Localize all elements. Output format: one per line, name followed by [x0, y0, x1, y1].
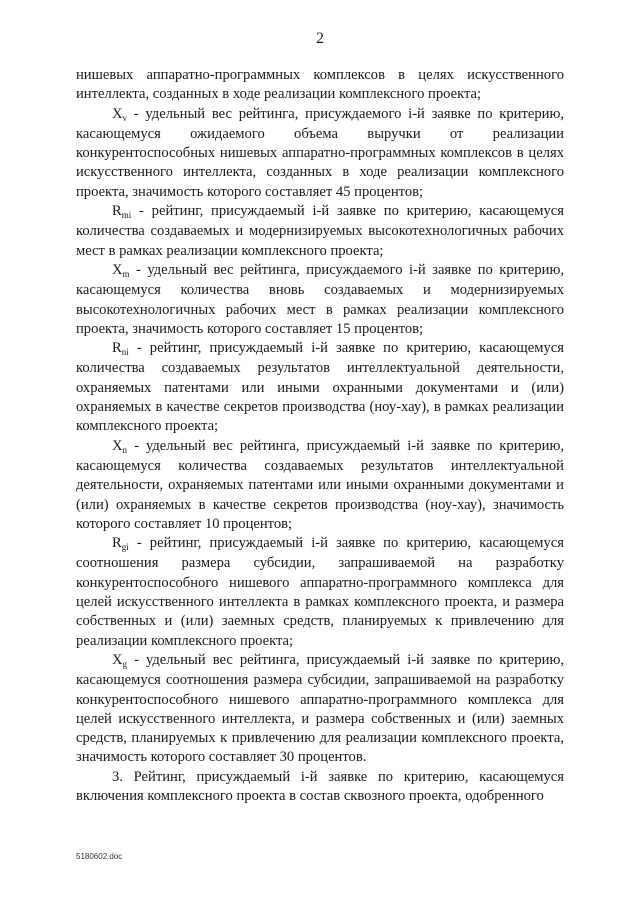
paragraph-rni-definition — [76, 339, 564, 436]
paragraph-text: - удельный вес рейтинга, присуждаемый i-й заявке по критерию, касающемуся количества создаваемых результатов интеллектуальной деятельности, охраняемых патентами или иными охранными документами и (или) охраняемых в качестве секретов производства (ноу-хау), значимость которого составляет 10 процентов; — [76, 437, 564, 532]
symbol: X — [112, 105, 123, 122]
paragraph-text: 3. Рейтинг, присуждаемый i-й заявке по критерию, касающемуся включения комплексного проекта в состав сквозного проекта, одобренного — [76, 768, 564, 804]
symbol: R — [112, 340, 122, 357]
paragraph-text: - рейтинг, присуждаемый i-й заявке по критерию, касающемуся количества создаваемых и модернизируемых высокотехнологичных рабочих мест в рамках реализации комплексного проекта; — [76, 203, 564, 259]
subscript: n — [122, 444, 128, 455]
subscript: g — [122, 658, 128, 669]
paragraph-text: - удельный вес рейтинга, присуждаемого i-й заявке по критерию, касающемуся количества вновь создаваемых и модернизируемых высокотехнологичных рабочих мест в рамках реализации комплексного проекта, значимость которого составляет 15 процентов; — [76, 261, 564, 337]
symbol: X — [112, 437, 123, 454]
paragraph-text: - рейтинг, присуждаемый i-й заявке по критерию, касающемуся количества создаваемых результатов интеллектуальной деятельности, охраняемых патентами или иными охранными документами и (или) охраняемых в качестве секретов производства (ноу-хау), в рамках реализации комплексного проекта; — [76, 340, 564, 435]
paragraph-xn-definition — [76, 437, 564, 534]
paragraph-xg-definition — [76, 651, 564, 768]
paragraph-item-3 — [76, 768, 564, 807]
paragraph-text: - рейтинг, присуждаемый i-й заявке по критерию, касающемуся соотношения размера субсидии, запрашиваемой на разработку конкурентоспособного нишевого аппаратно-программного комплекса для целей искусственного интеллекта в рамках комплексного проекта, и размера собственных и (или) заемных средств, планируемых к привлечению для реализации комплексного проекта; — [76, 535, 564, 649]
paragraph-text: - удельный вес рейтинга, присуждаемого i-й заявке по критерию, касающемуся ожидаемого объема выручки от реализации конкурентоспособных нишевых аппаратно-программных комплексов в целях искусственного интеллекта, созданных в ходе реализации комплексного проекта, значимость которого составляет 45 процентов; — [76, 105, 564, 200]
paragraph-xm-definition — [76, 261, 564, 339]
symbol: R — [112, 203, 122, 220]
subscript: v — [122, 112, 128, 123]
document-body — [76, 66, 564, 806]
paragraph-rmi-definition — [76, 202, 564, 261]
symbol: X — [112, 651, 123, 668]
subscript: mi — [121, 210, 132, 221]
symbol: X — [112, 261, 123, 278]
subscript: ni — [121, 347, 129, 358]
symbol: R — [112, 535, 122, 552]
paragraph-rgi-definition — [76, 534, 564, 651]
subscript: gi — [121, 542, 129, 553]
page-number: 2 — [316, 30, 324, 47]
paragraph-continuation: нишевых аппаратно-программных комплексов в целях искусственного интеллекта, созданных в ходе реализации комплексного проекта; — [76, 67, 564, 103]
footer-filename: 5180602.doc — [76, 852, 123, 861]
paragraph-text: - удельный вес рейтинга, присуждаемый i-й заявке по критерию, касающемуся соотношения размера субсидии, запрашиваемой на разработку конкурентоспособного нишевого аппаратно-программного комплекса для целей искусственного интеллекта, и размера собственных и (или) заемных средств, планируемых к привлечению для реализации комплексного проекта, значимость которого составляет 30 процентов. — [76, 651, 564, 766]
subscript: m — [122, 268, 130, 279]
paragraph-xv-definition — [76, 105, 564, 202]
